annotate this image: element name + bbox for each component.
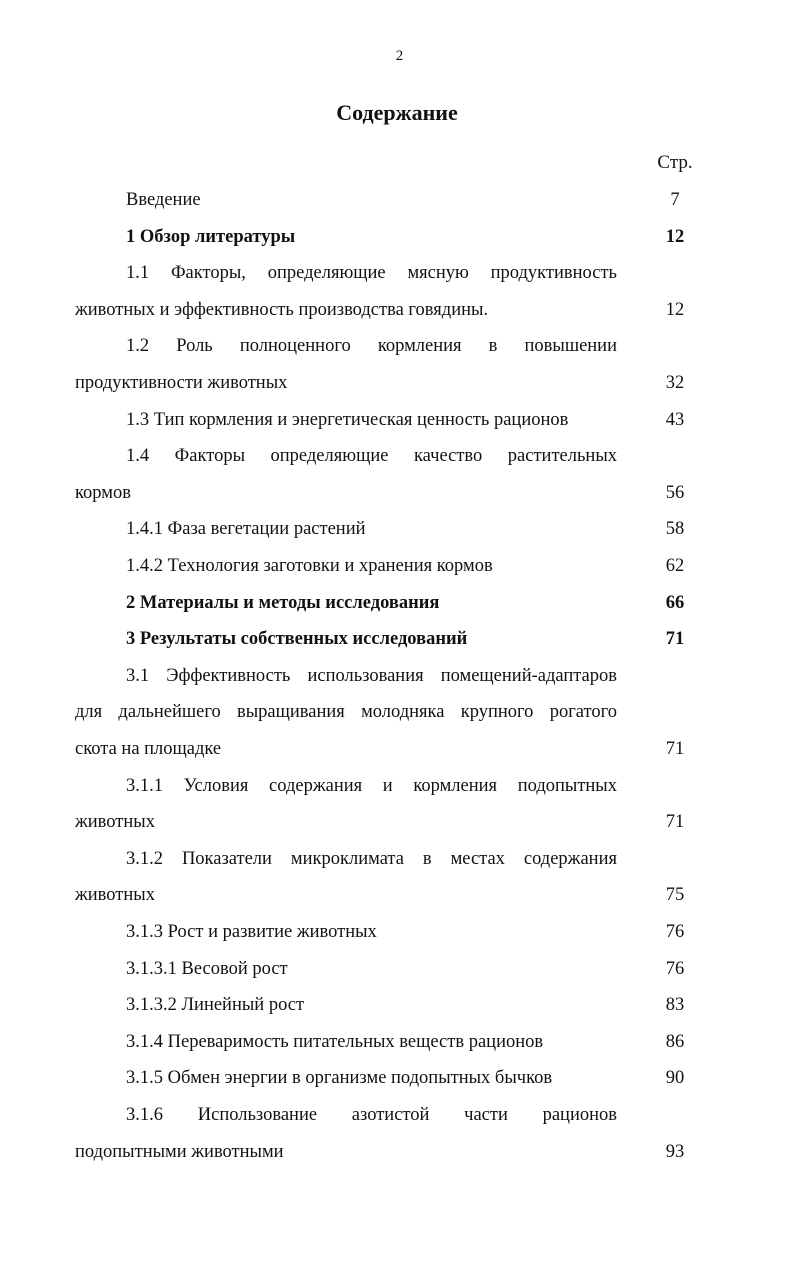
toc-page-number: 86 bbox=[665, 1031, 685, 1052]
toc-page-number: 32 bbox=[665, 373, 685, 393]
toc-entry-line: кормов bbox=[75, 482, 131, 503]
toc-entry-line: 3.1.1 Условия содержания и кормления подопытных bbox=[126, 775, 617, 796]
page-title: Содержание bbox=[336, 100, 458, 125]
toc-page-number: 90 bbox=[665, 1068, 685, 1089]
toc-entry-line: скота на площадке bbox=[75, 739, 222, 759]
toc-entry-line: 1.4.2 Технология заготовки и хранения кормов bbox=[126, 556, 493, 576]
toc-entry-line: 3.1.3.2 Линейный рост bbox=[126, 995, 305, 1016]
toc-entry-line: 3.1.3 Рост и развитие животных bbox=[126, 922, 377, 942]
toc-page-number: 12 bbox=[665, 226, 685, 247]
toc-page-number: 56 bbox=[665, 482, 685, 503]
toc-entry-line: для дальнейшего выращивания молодняка крупного рогатого bbox=[75, 702, 617, 723]
toc-page-number: 76 bbox=[665, 958, 685, 979]
toc-entry-line: 3.1 Эффективность использования помещений-адаптаров bbox=[126, 665, 617, 686]
toc-entry-line: продуктивности животных bbox=[75, 373, 288, 393]
toc-page-number: 66 bbox=[665, 592, 685, 613]
toc-entry-line: 1.4.1 Фаза вегетации растений bbox=[126, 519, 366, 540]
toc-page-number: 93 bbox=[665, 1141, 685, 1162]
toc-entry-line: 1.4 Факторы определяющие качество растительных bbox=[126, 446, 617, 467]
toc-entry-line: 1.1 Факторы, определяющие мясную продуктивность bbox=[126, 263, 617, 284]
toc-entry-line: Введение bbox=[126, 190, 201, 210]
toc-page-number: 58 bbox=[665, 519, 685, 540]
toc-entry-line: 3.1.2 Показатели микроклимата в местах содержания bbox=[126, 848, 617, 869]
toc-page-number: 62 bbox=[665, 556, 685, 576]
toc-entry-line: 2 Материалы и методы исследования bbox=[126, 592, 440, 613]
toc-page-number: 71 bbox=[665, 812, 685, 833]
toc-entry-line: 3.1.3.1 Весовой рост bbox=[126, 958, 288, 979]
toc-page-number: 83 bbox=[665, 995, 685, 1016]
page-number: 2 bbox=[395, 48, 404, 64]
toc-page-number: 43 bbox=[665, 409, 685, 430]
toc-page-number: 76 bbox=[665, 922, 685, 942]
toc-entry-line: животных bbox=[75, 885, 155, 906]
toc-entry-line: 3.1.5 Обмен энергии в организме подопытных бычков bbox=[126, 1068, 553, 1089]
toc-entry-line: подопытными животными bbox=[75, 1141, 284, 1162]
toc-page-number: 71 bbox=[665, 739, 685, 759]
toc-entry-line: 1 Обзор литературы bbox=[126, 226, 296, 247]
toc-entry-line: 3 Результаты собственных исследований bbox=[126, 629, 468, 650]
toc-page-number: 71 bbox=[665, 629, 685, 650]
toc-page-number: 12 bbox=[665, 299, 685, 320]
toc-entry-line: 1.2 Роль полноценного кормления в повышении bbox=[126, 336, 617, 357]
toc-entry-line: 3.1.4 Переваримость питательных веществ рационов bbox=[126, 1031, 544, 1052]
toc-entry-line: животных bbox=[75, 812, 155, 833]
toc-entry-line: 3.1.6 Использование азотистой части рационов bbox=[126, 1105, 617, 1125]
toc-page-number: 75 bbox=[665, 885, 685, 906]
toc-page-number: 7 bbox=[670, 190, 680, 210]
toc-entry-line: 1.3 Тип кормления и энергетическая ценность рационов bbox=[126, 409, 569, 430]
page-column-header: Стр. bbox=[657, 152, 693, 173]
toc-entry-line: животных и эффективность производства говядины. bbox=[75, 299, 489, 320]
